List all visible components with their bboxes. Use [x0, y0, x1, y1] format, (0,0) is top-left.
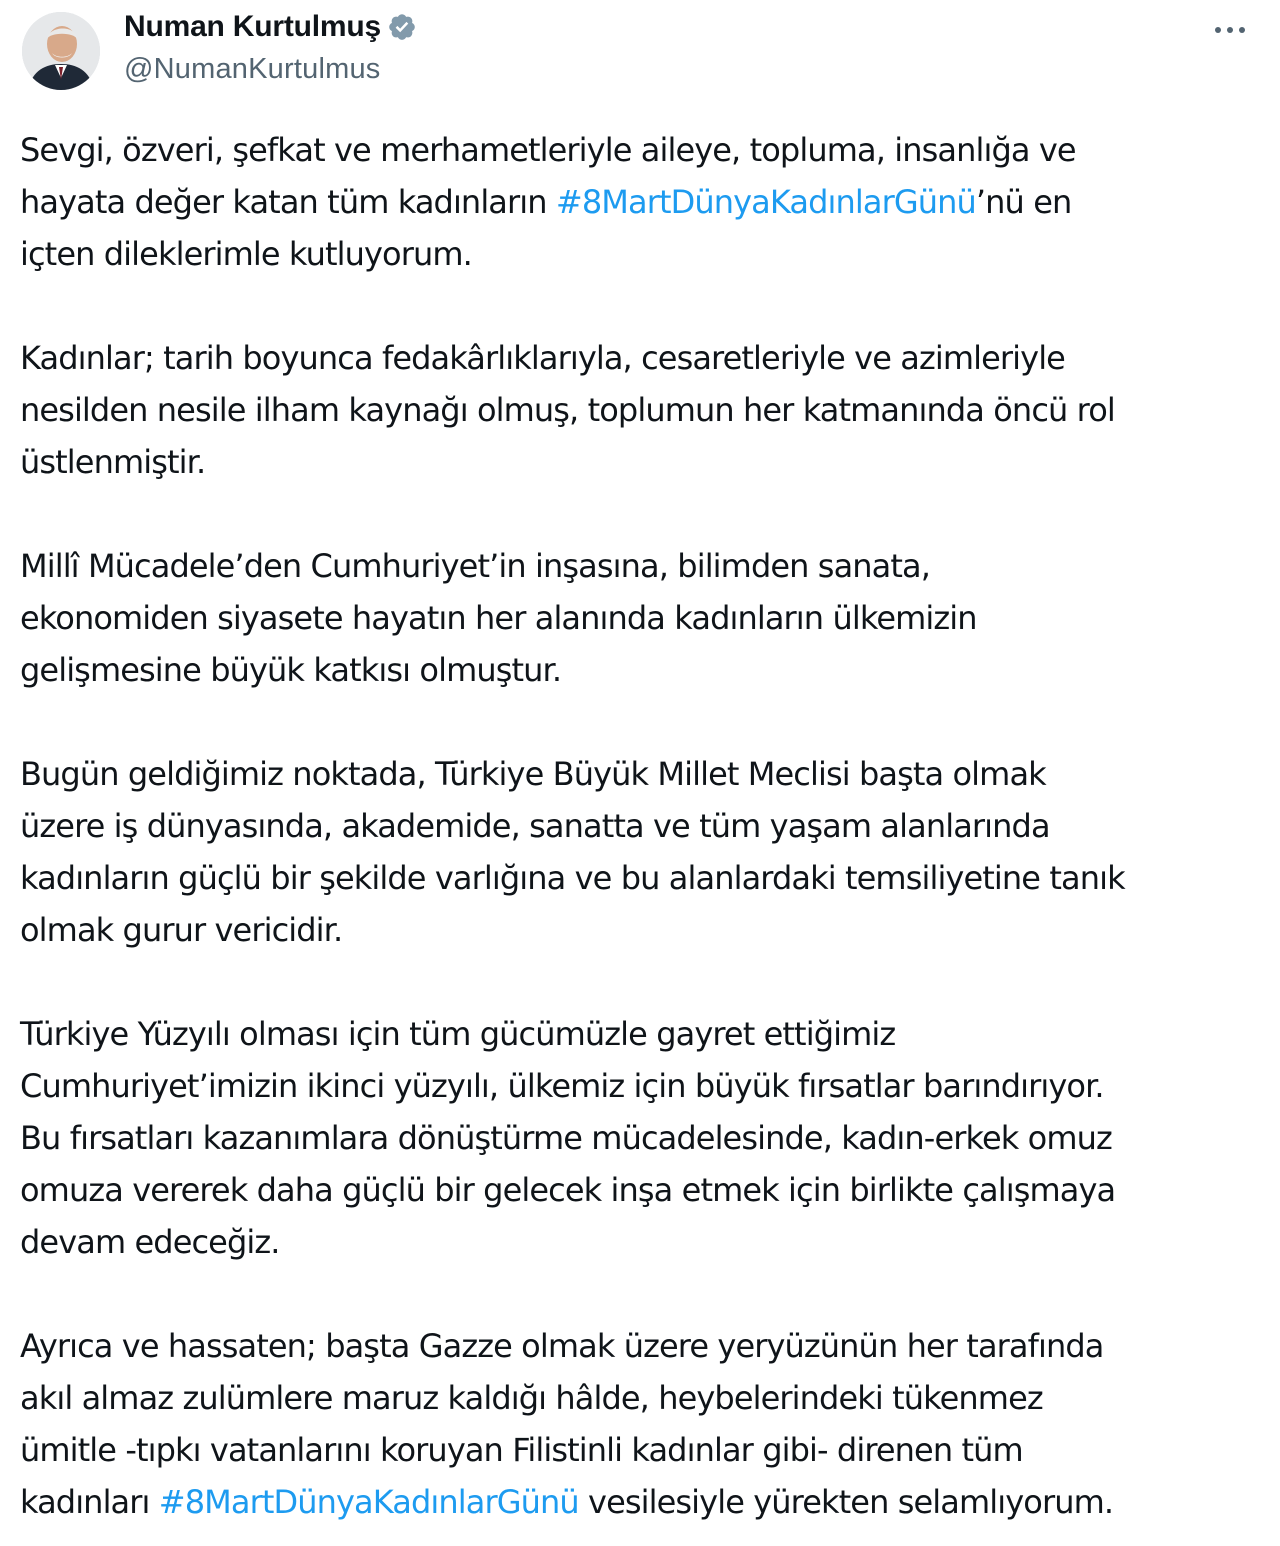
ellipsis-icon[interactable] — [1212, 20, 1248, 40]
text-segment: Türkiye Yüzyılı olması için tüm gücümüzle gayret ettiğimiz — [20, 1015, 896, 1053]
text-line — [20, 1372, 1260, 1424]
text-line — [20, 124, 1260, 176]
text-line — [20, 1476, 1260, 1528]
text-segment: üstlenmiştir. — [20, 443, 206, 481]
tweet-paragraph — [20, 124, 1260, 280]
text-line — [20, 540, 1260, 592]
text-segment: hayata değer katan tüm kadınların — [20, 183, 556, 221]
handle[interactable]: @NumanKurtulmus — [124, 53, 381, 85]
text-line — [20, 852, 1260, 904]
text-segment: üzere iş dünyasında, akademide, sanatta ve tüm yaşam alanlarında — [20, 807, 1050, 845]
text-line — [20, 904, 1260, 956]
text-line — [20, 436, 1260, 488]
text-line — [20, 384, 1260, 436]
text-line — [20, 592, 1260, 644]
text-segment: devam edeceğiz. — [20, 1223, 280, 1261]
text-segment: Kadınlar; tarih boyunca fedakârlıklarıyla, cesaretleriyle ve azimleriyle — [20, 339, 1065, 377]
hashtag-link[interactable]: #8MartDünyaKadınlarGünü — [555, 183, 976, 221]
text-line — [20, 1320, 1260, 1372]
tweet-paragraph — [20, 540, 1260, 696]
text-segment: omuza vererek daha güçlü bir gelecek inşa etmek için birlikte çalışmaya — [20, 1171, 1116, 1209]
text-line — [20, 644, 1260, 696]
author-names — [124, 10, 417, 86]
text-segment: gelişmesine büyük katkısı olmuştur. — [20, 651, 562, 689]
text-segment: olmak gurur vericidir. — [20, 911, 343, 949]
text-segment: kadınları — [20, 1483, 159, 1521]
text-line — [20, 748, 1260, 800]
text-segment: akıl almaz zulümlere maruz kaldığı hâlde, heybelerindeki tükenmez — [20, 1379, 1043, 1417]
text-segment: Cumhuriyet’imizin ikinci yüzyılı, ülkemiz için büyük fırsatlar barındırıyor. — [20, 1067, 1104, 1105]
display-name[interactable]: Numan Kurtulmuş — [124, 10, 382, 43]
text-segment: ’nü en — [975, 183, 1072, 221]
text-line — [20, 1424, 1260, 1476]
text-line — [20, 176, 1260, 228]
text-segment: kadınların güçlü bir şekilde varlığına ve bu alanlardaki temsiliyetine tanık — [20, 859, 1125, 897]
tweet-paragraph — [20, 1320, 1260, 1528]
text-line — [20, 332, 1260, 384]
text-segment: içten dileklerimle kutluyorum. — [20, 235, 472, 273]
hashtag-link[interactable]: #8MartDünyaKadınlarGünü — [158, 1483, 579, 1521]
text-segment: Bugün geldiğimiz noktada, Türkiye Büyük Millet Meclisi başta olmak — [20, 755, 1046, 793]
text-segment: ümitle -tıpkı vatanlarını koruyan Filistinli kadınlar gibi- direnen tüm — [20, 1431, 1023, 1469]
text-segment: ekonomiden siyasete hayatın her alanında kadınların ülkemizin — [20, 599, 977, 637]
text-segment: Bu fırsatları kazanımlara dönüştürme mücadelesinde, kadın-erkek omuz — [20, 1119, 1112, 1157]
text-segment: vesilesiyle yürekten selamlıyorum. — [578, 1483, 1114, 1521]
tweet-paragraph — [20, 1008, 1260, 1268]
text-line — [20, 1164, 1260, 1216]
text-segment: nesilden nesile ilham kaynağı olmuş, toplumun her katmanında öncü rol — [20, 391, 1115, 429]
text-segment: Millî Mücadele’den Cumhuriyet’in inşasına, bilimden sanata, — [20, 547, 930, 585]
text-line — [20, 1060, 1260, 1112]
text-line — [20, 1112, 1260, 1164]
avatar[interactable] — [22, 12, 100, 90]
text-line — [20, 800, 1260, 852]
tweet-paragraph — [20, 332, 1260, 488]
tweet-text — [20, 124, 1260, 1528]
profile-photo-icon — [22, 12, 100, 90]
verified-badge-icon — [387, 12, 417, 42]
text-line — [20, 1008, 1260, 1060]
tweet-header — [20, 10, 1260, 100]
text-segment: Ayrıca ve hassaten; başta Gazze olmak üzere yeryüzünün her tarafında — [20, 1327, 1104, 1365]
text-segment: Sevgi, özveri, şefkat ve merhametleriyle aileye, topluma, insanlığa ve — [20, 131, 1076, 169]
display-name-row — [124, 10, 417, 44]
text-line — [20, 228, 1260, 280]
tweet-paragraph — [20, 748, 1260, 956]
text-line — [20, 1216, 1260, 1268]
